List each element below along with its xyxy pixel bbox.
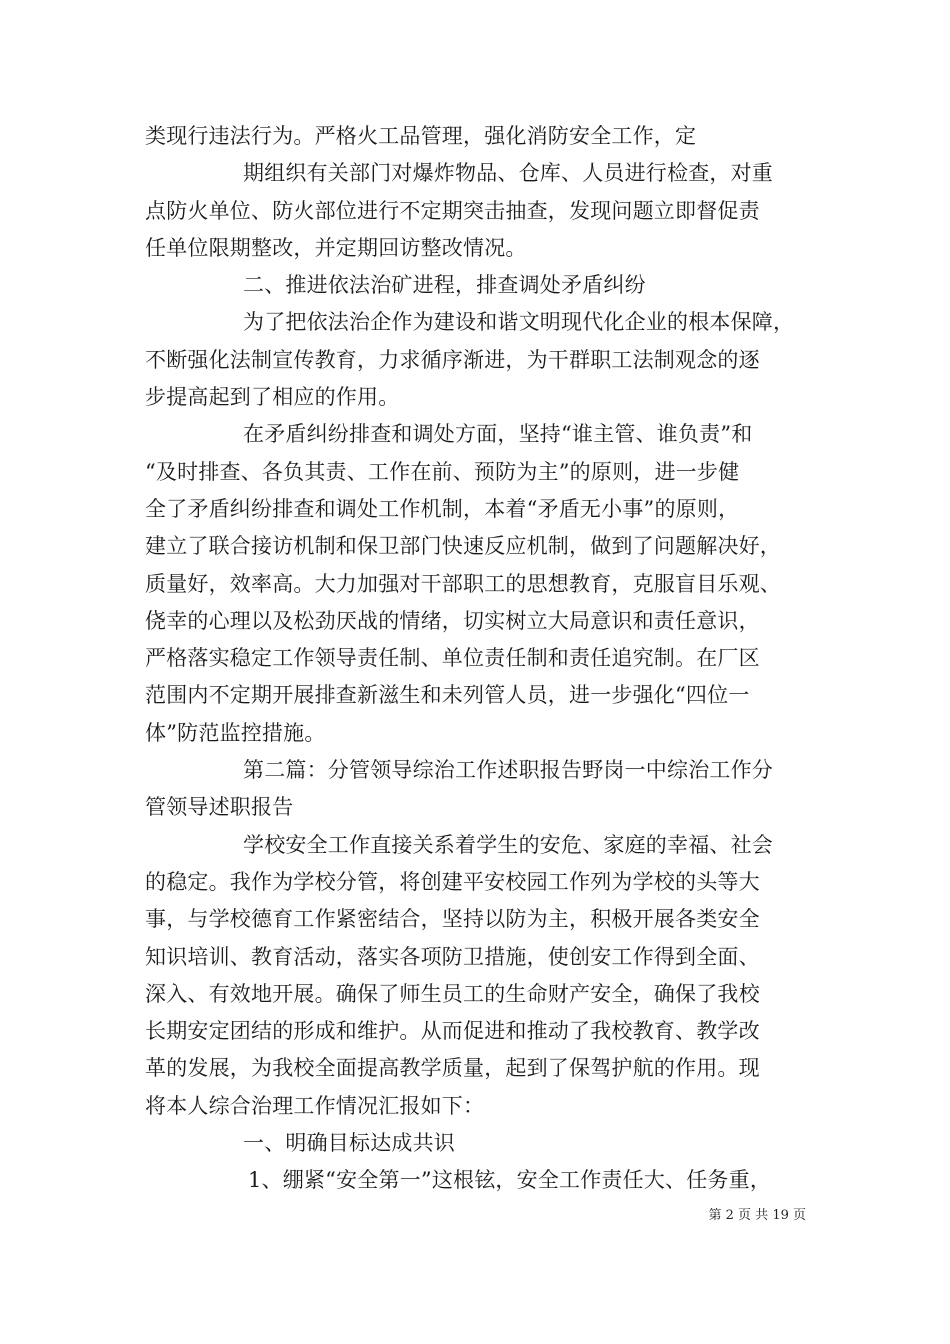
text-line: 长期安定团结的形成和维护。从而促进和推动了我校教育、教学改 (145, 1019, 760, 1044)
text-line: 知识培训、教育活动，落实各项防卫措施，使创安工作得到全面、 (145, 944, 760, 969)
text-line: 范围内不定期开展排查新滋生和未列管人员，进一步强化“四位一 (145, 683, 750, 708)
text-line: 事，与学校德育工作紧密结合，坚持以防为主，积极开展各类安全 (145, 907, 760, 932)
chapter-title: 第二篇：分管领导综治工作述职报告野岗一中综治工作分 (243, 758, 773, 783)
text-line: 建立了联合接访机制和保卫部门快速反应机制，做到了问题解决好， (145, 534, 781, 559)
text-line: 体”防范监控措施。 (145, 720, 326, 745)
text-line: 将本人综合治理工作情况汇报如下： (145, 1093, 485, 1118)
text-line: 侥幸的心理以及松劲厌战的情绪，切实树立大局意识和责任意识， (145, 608, 760, 633)
text-line: 步提高起到了相应的作用。 (145, 385, 400, 410)
text-line: 全了矛盾纠纷排查和调处工作机制，本着“矛盾无小事”的原则， (145, 496, 740, 521)
text-line: 任单位限期整改，并定期回访整改情况。 (145, 235, 527, 260)
text-line: 严格落实稳定工作领导责任制、单位责任制和责任追究制。在厂区 (145, 646, 760, 671)
section-heading: 二、推进依法治矿进程，排查调处矛盾纠纷 (243, 273, 646, 298)
text-line: 的稳定。我作为学校分管，将创建平安校园工作列为学校的头等大 (145, 869, 760, 894)
text-line: “及时排查、各负其责、工作在前、预防为主”的原则，进一步健 (145, 459, 740, 484)
text-line: 革的发展，为我校全面提高教学质量，起到了保驾护航的作用。现 (145, 1056, 760, 1081)
text-line: 质量好，效率高。大力加强对干部职工的思想教育，克服盲目乐观、 (145, 571, 781, 596)
section-heading: 一、明确目标达成共识 (243, 1131, 455, 1156)
page-footer: 第 2 页 共 19 页 (708, 1208, 806, 1223)
chapter-title-cont: 管领导述职报告 (145, 795, 294, 820)
document-body (145, 118, 810, 1200)
text-line: 点防火单位、防火部位进行不定期突击抽查，发现问题立即督促责 (145, 198, 760, 223)
text-line: 深入、有效地开展。确保了师生员工的生命财产安全，确保了我校 (145, 981, 760, 1006)
text-line: 1、绷紧“安全第一”这根铉，安全工作责任大、任务重， (248, 1168, 772, 1193)
text-line: 类现行违法行为。严格火工品管理，强化消防安全工作，定 (145, 124, 697, 148)
text-line: 在矛盾纠纷排查和调处方面，坚持“谁主管、谁负责”和 (243, 422, 753, 447)
text-line: 期组织有关部门对爆炸物品、仓库、人员进行检查，对重 (243, 161, 773, 186)
text-line: 不断强化法制宣传教育，力求循序渐进，为干群职工法制观念的逐 (145, 347, 760, 372)
text-line: 为了把依法治企作为建设和谐文明现代化企业的根本保障， (243, 310, 795, 335)
text-line: 学校安全工作直接关系着学生的安危、家庭的幸福、社会 (243, 832, 773, 857)
